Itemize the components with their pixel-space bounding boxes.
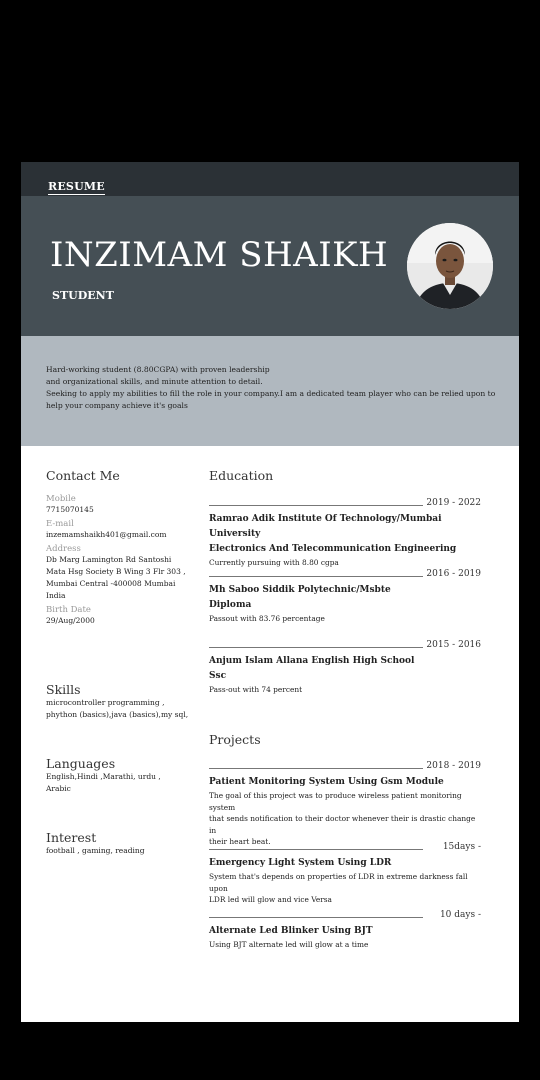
skills-text: microcontroller programming , phython (basics),java (basics),my sql, <box>46 698 189 719</box>
education-entry <box>209 640 481 696</box>
projects-title-block <box>209 732 481 747</box>
person-role: STUDENT <box>52 289 114 302</box>
top-bar <box>21 162 519 196</box>
interest-title: Interest <box>46 830 97 845</box>
person-name: INZIMAM SHAIKH <box>50 235 389 275</box>
skills-section <box>46 682 206 721</box>
entry-description: Passout with 83.76 percentage <box>209 614 325 623</box>
interest-text: football , gaming, reading <box>46 846 145 855</box>
address-value: Db Marg Lamington Rd Santoshi Mata Hsg Society B Wing 3 Flr 303 , Mumbai Central -400008 Mumbai India <box>46 555 186 600</box>
avatar <box>407 223 493 309</box>
entry-subtitle: Electronics And Telecommunication Engineering <box>209 544 457 554</box>
languages-section <box>46 756 206 795</box>
project-entry <box>209 761 481 848</box>
entry-date: 2019 - 2022 <box>426 498 481 508</box>
address-label: Address <box>46 544 81 554</box>
resume-page <box>21 162 519 1022</box>
entry-title: Patient Monitoring System Using Gsm Module <box>209 777 444 787</box>
entry-subtitle: Diploma <box>209 600 252 610</box>
entry-description: Pass-out with 74 percent <box>209 685 303 694</box>
contact-section <box>46 468 206 627</box>
divider <box>209 576 423 577</box>
entry-subtitle: Ssc <box>209 671 227 681</box>
divider <box>209 849 423 850</box>
entry-date: 10 days - <box>439 910 481 920</box>
entry-date: 2015 - 2016 <box>426 640 481 650</box>
divider <box>209 647 423 648</box>
entry-date: 15days - <box>442 842 481 852</box>
entry-title: Alternate Led Blinker Using BJT <box>209 926 373 936</box>
education-entry <box>209 498 481 569</box>
divider <box>209 768 423 769</box>
resume-label: RESUME <box>48 180 105 193</box>
entry-description: System that's depends on properties of LDR in extreme darkness fall upon LDR led will glow and vice Versa <box>209 872 468 904</box>
languages-title: Languages <box>46 756 116 771</box>
entry-description: Currently pursuing with 8.80 cgpa <box>209 558 339 567</box>
entry-description: Using BJT alternate led will glow at a time <box>209 940 369 949</box>
email-label: E-mail <box>46 519 74 529</box>
entry-title: Ramrao Adik Institute Of Technology/Mumbai University <box>209 514 442 539</box>
entry-title: Emergency Light System Using LDR <box>209 858 392 868</box>
entry-description: The goal of this project was to produce wireless patient monitoring system that sends notification to their doctor whenever their is drastic change in their heart beat. <box>209 791 476 846</box>
languages-text: English,Hindi ,Marathi, urdu , Arabic <box>46 772 161 793</box>
summary-text: Hard-working student (8.80CGPA) with proven leadership and organizational skills, and minute attention to detail. Seeking to apply my abilities to fill the role in your company.I am a dedicated team player who can be relied upon to help your company achieve it's goals <box>46 365 496 410</box>
birth-date-label: Birth Date <box>46 605 91 615</box>
entry-date: 2016 - 2019 <box>426 569 481 579</box>
interest-section <box>46 830 206 857</box>
project-entry <box>209 842 481 906</box>
header-banner <box>21 196 519 336</box>
contact-title: Contact Me <box>46 468 120 483</box>
mobile-label: Mobile <box>46 494 76 504</box>
entry-title: Anjum Islam Allana English High School <box>209 656 415 666</box>
summary-section <box>21 336 519 446</box>
mobile-value: 7715070145 <box>46 505 94 514</box>
skills-title: Skills <box>46 682 81 697</box>
entry-date: 2018 - 2019 <box>426 761 481 771</box>
education-title: Education <box>209 468 274 483</box>
projects-title: Projects <box>209 732 261 747</box>
project-entry <box>209 910 481 951</box>
divider <box>209 917 423 918</box>
birth-date-value: 29/Aug/2000 <box>46 616 95 625</box>
email-value: inzemamshaikh401@gmail.com <box>46 530 167 539</box>
education-title-block <box>209 468 481 483</box>
education-entry <box>209 569 481 625</box>
entry-title: Mh Saboo Siddik Polytechnic/Msbte <box>209 585 391 595</box>
divider <box>209 505 423 506</box>
profile-photo-icon <box>407 223 493 309</box>
